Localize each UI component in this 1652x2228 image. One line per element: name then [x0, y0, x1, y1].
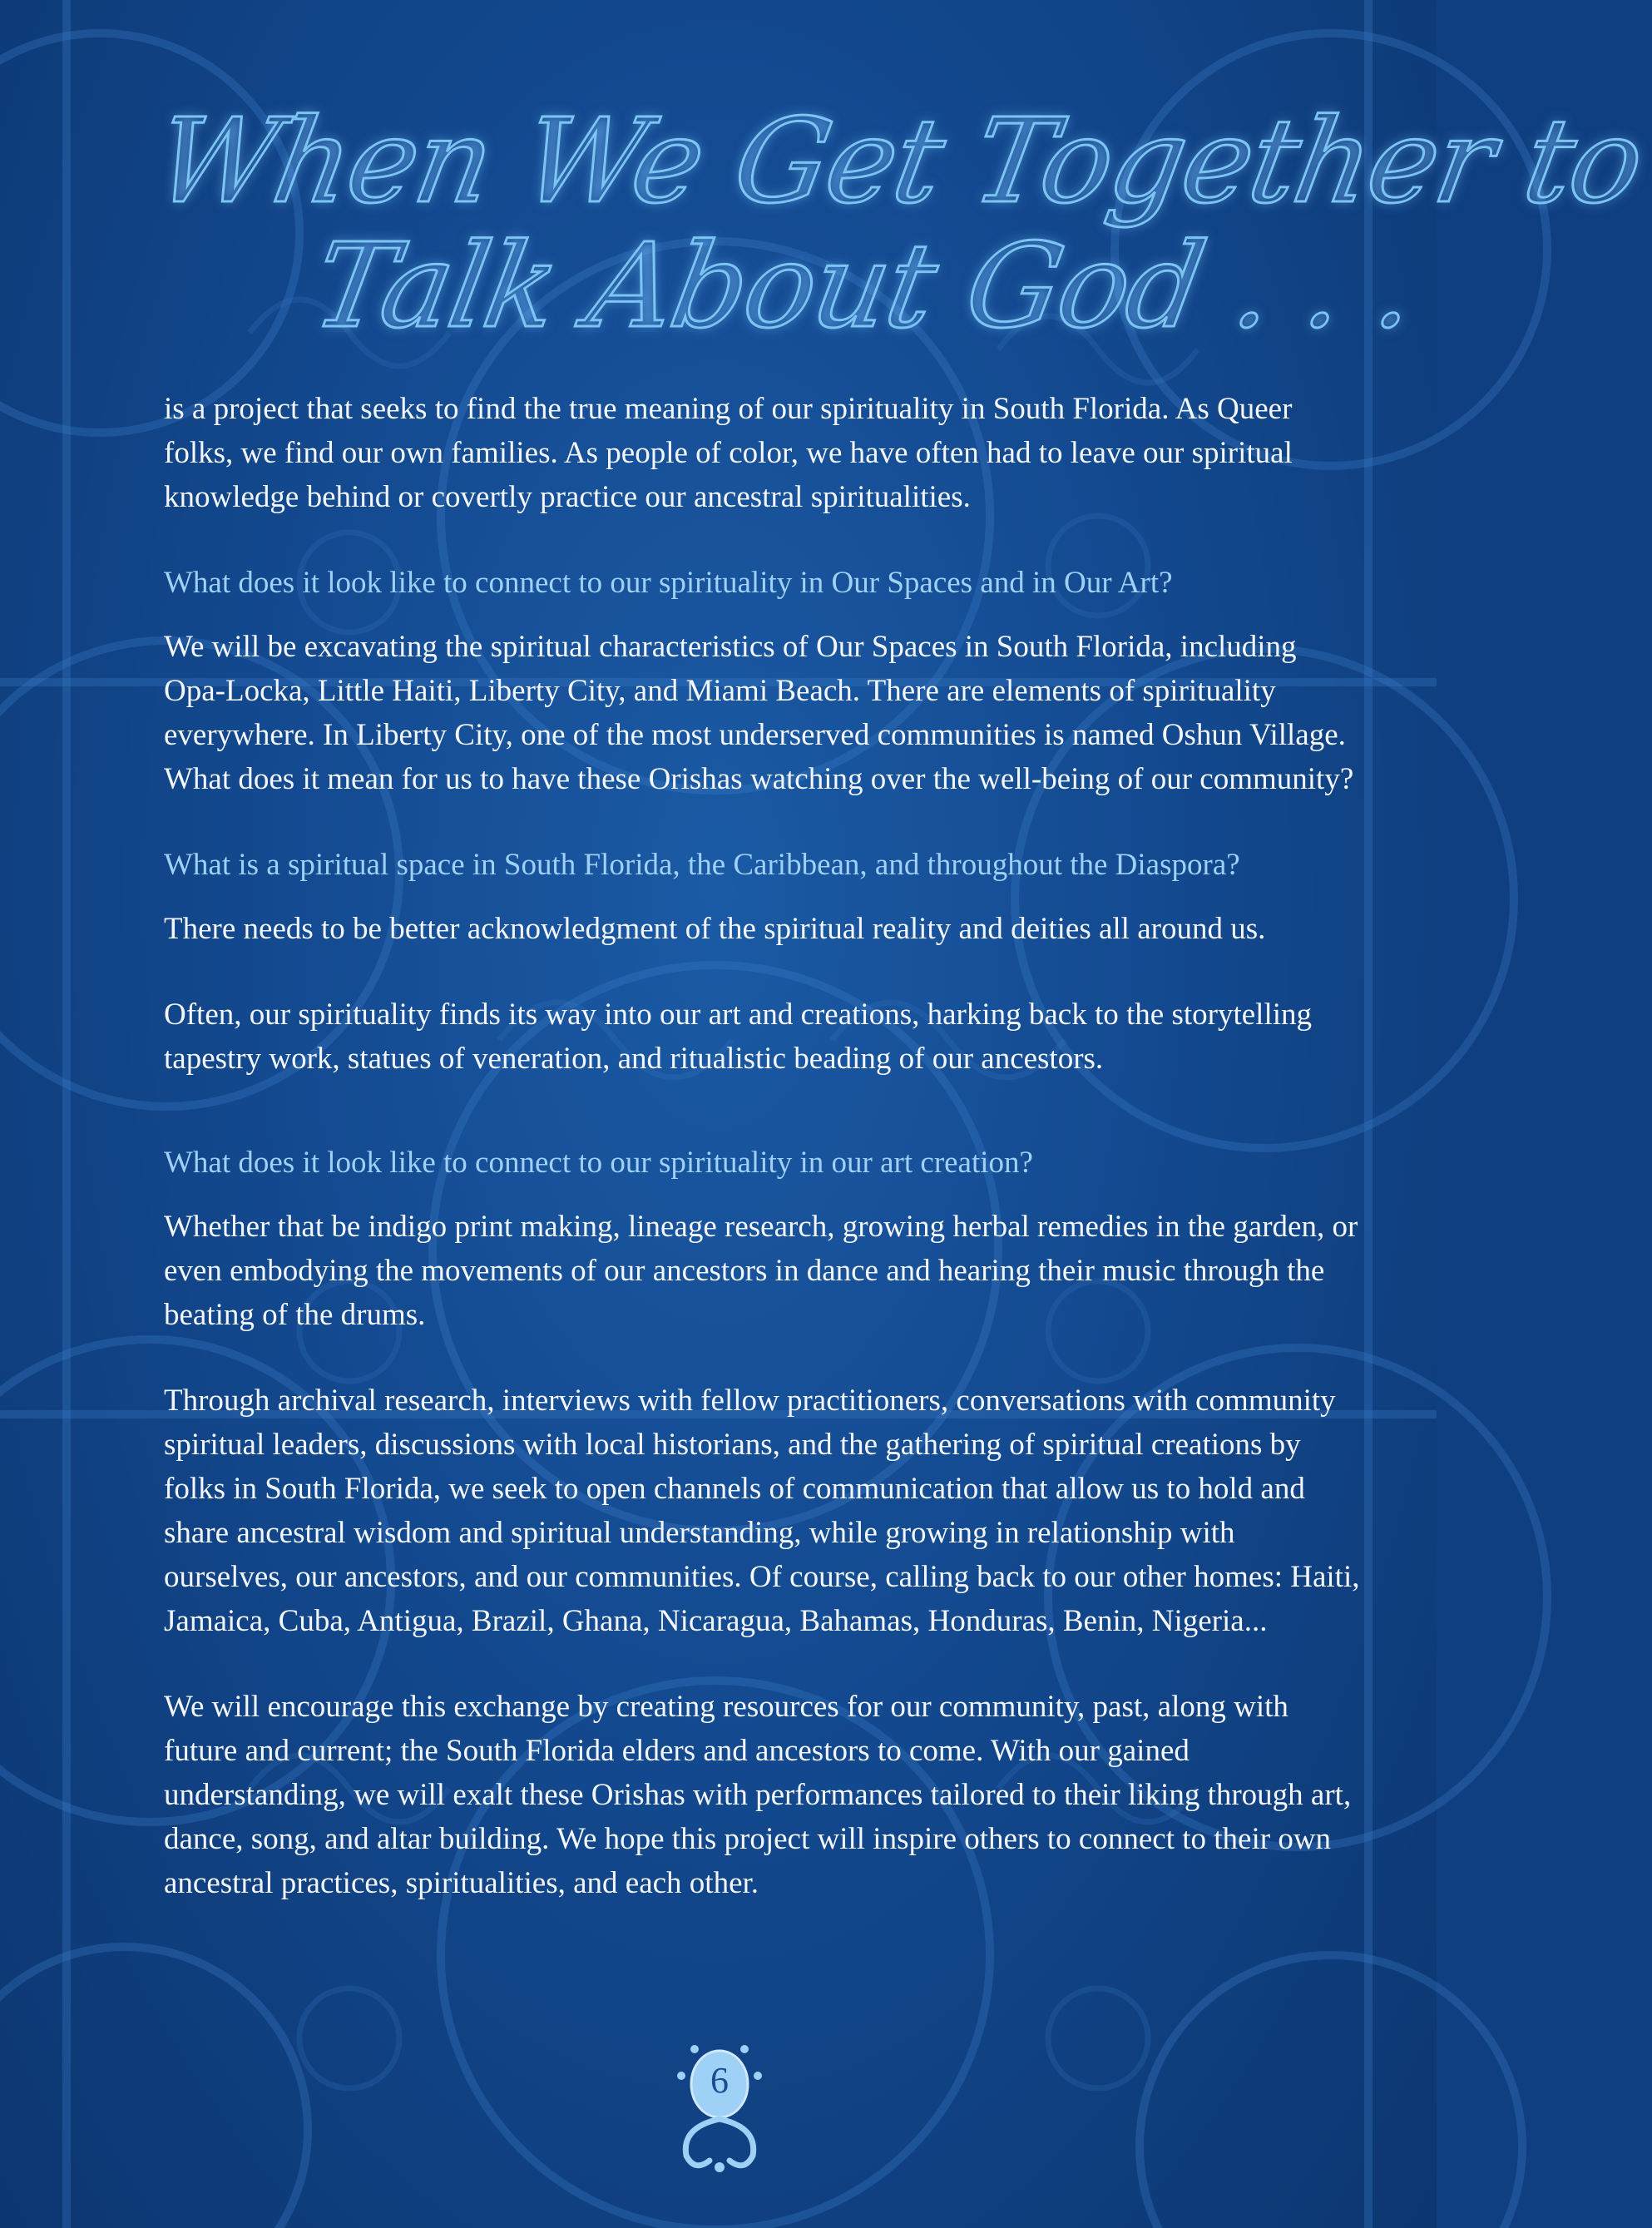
page-title	[146, 94, 1652, 354]
paragraph-4: Whether that be indigo print making, lineage research, growing herbal remedies in the garden, or even embodying the movements of our ancestors in dance and hearing their music through the beating of the drums.	[164, 1210, 1358, 1332]
paragraph-5: Through archival research, interviews with fellow practitioners, conversations with community spiritual leaders, discussions with local historians, and the gathering of spiritual creations by folks in South Florida, we seek to open channels of communication that allow us to hold and share ancestral wisdom and spiritual understanding, while growing in relationship with ourselves, our ancestors, and our communities. Of course, calling back to our other homes: Haiti, Jamaica, Cuba, Antigua, Brazil, Ghana, Nicaragua, Bahamas, Honduras, Benin, Nigeria...	[164, 1384, 1360, 1638]
paragraph-3: Often, our spirituality finds its way into our art and creations, harking back to the storytelling tapestry work, statues of veneration, and ritualistic beading of our ancestors.	[164, 998, 1313, 1076]
question-heading-1: What does it look like to connect to our spirituality in Our Spaces and in Our Art?	[164, 566, 1173, 600]
body-content	[164, 387, 1362, 1905]
paragraph-1: We will be excavating the spiritual characteristics of Our Spaces in South Florida, including Opa-Locka, Little Haiti, Liberty City, and Miami Beach. There are elements of spirituality everywhere. In Liberty City, one of the most underserved communities is named Oshun Village. What does it mean for us to have these Orishas watching over the well-being of our community?	[164, 630, 1354, 796]
paragraph-2: There needs to be better acknowledgment of the spiritual reality and deities all around us.	[164, 912, 1266, 946]
question-heading-2: What is a spiritual space in South Florida, the Caribbean, and throughout the Diaspora?	[164, 848, 1240, 882]
title-line-1: When We Get Together to	[146, 94, 1652, 230]
intro-paragraph: is a project that seeks to find the true meaning of our spirituality in South Florida. As Queer folks, we find our own families. As people of color, we have often had to leave our spiritual knowledge behind or covertly practice our ancestral spiritualities.	[164, 392, 1293, 514]
question-heading-3: What does it look like to connect to our spirituality in our art creation?	[164, 1146, 1033, 1180]
paragraph-6: We will encourage this exchange by creating resources for our community, past, along with future and current; the South Florida elders and ancestors to come. With our gained understanding, we will exalt these Orishas with performances tailored to their liking through art, dance, song, and altar building. We hope this project will inspire others to connect to their own ancestral practices, spiritualities, and each other.	[164, 1690, 1352, 1900]
page-number: 6	[710, 2060, 729, 2101]
title-line-2: Talk About God . . .	[304, 219, 1426, 354]
page-number-ornament	[670, 2042, 769, 2176]
